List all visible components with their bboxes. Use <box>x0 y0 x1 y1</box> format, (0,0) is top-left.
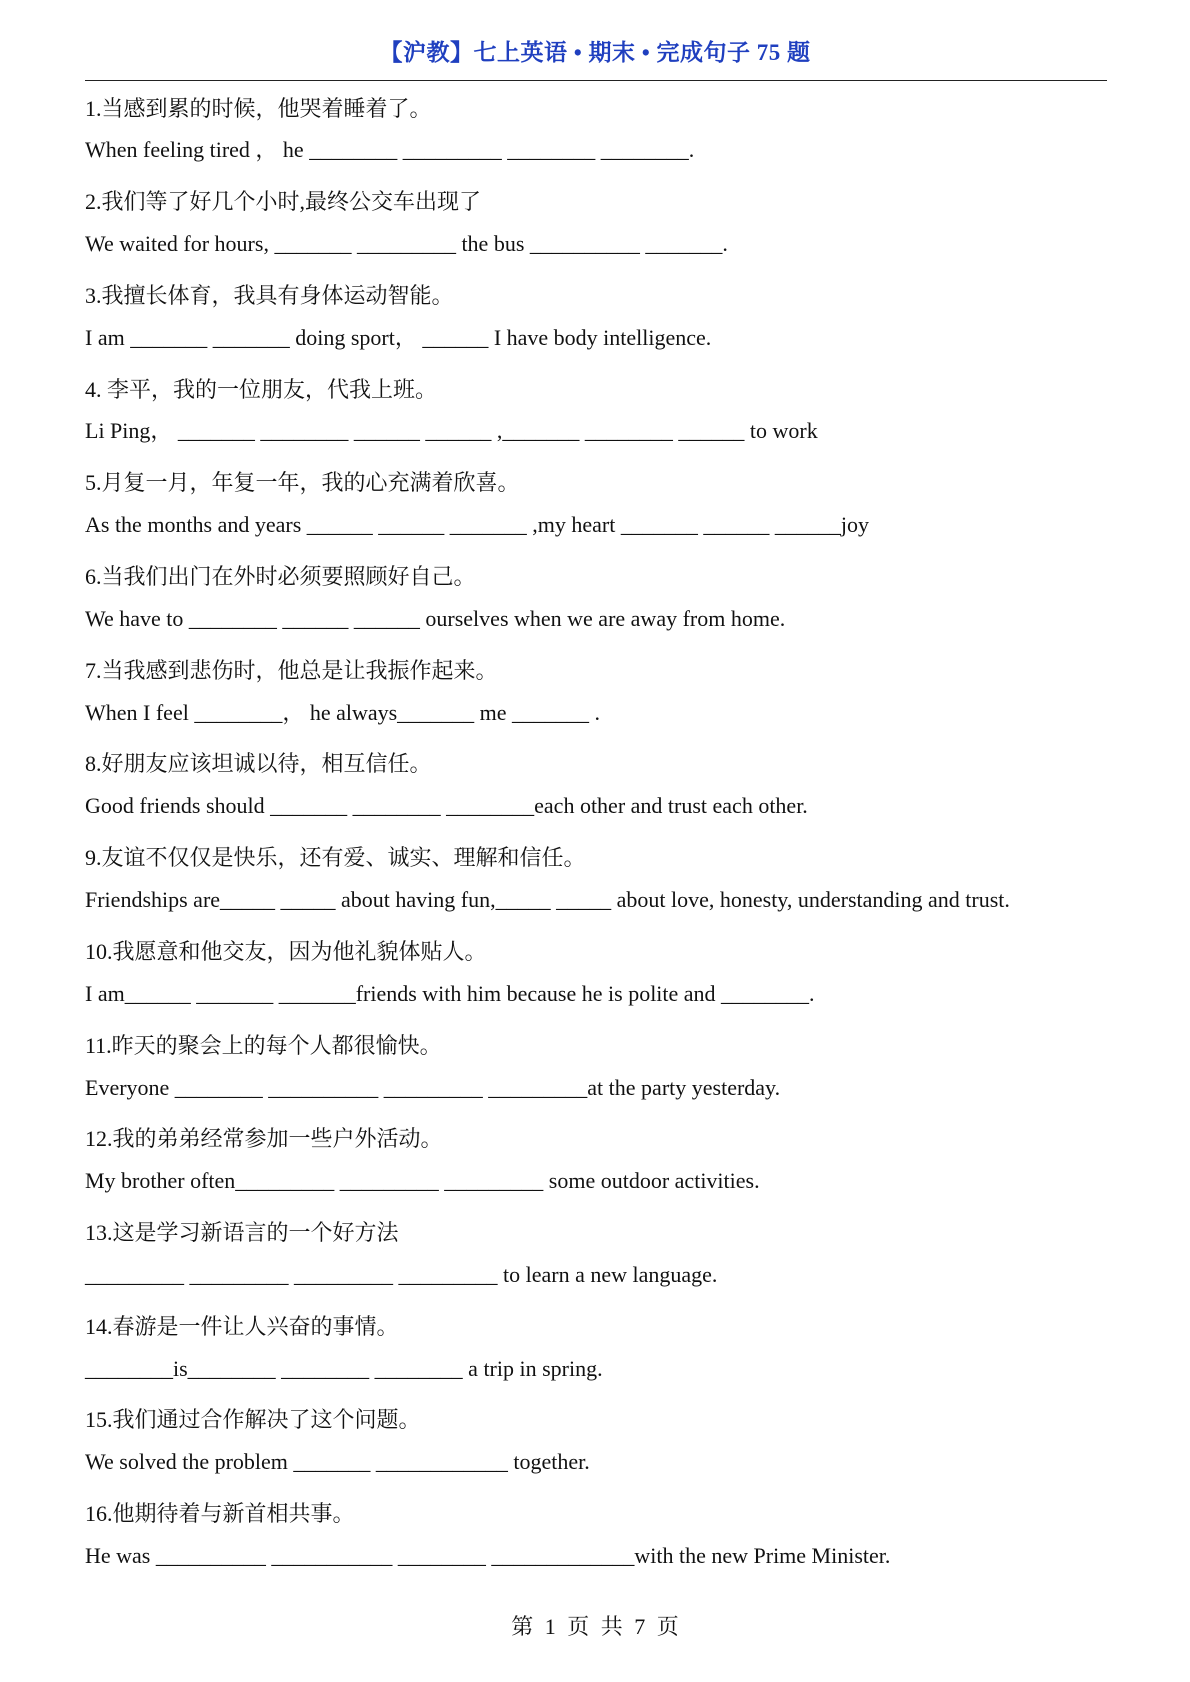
question-10-chinese: 10.我愿意和他交友，因为他礼貌体贴人。 <box>85 939 487 964</box>
question-8-english: Good friends should _______ ________ ________each other and trust each other. <box>85 793 808 818</box>
question-1-english: When feeling tired ， he ________ _________ ________ ________. <box>85 137 695 162</box>
question-2-chinese: 2.我们等了好几个小时,最终公交车出现了 <box>85 189 482 214</box>
question-5-english: As the months and years ______ ______ _______ ,my heart _______ ______ ______joy <box>85 512 869 537</box>
question-4-chinese: 4. 李平，我的一位朋友，代我上班。 <box>85 377 438 402</box>
question-9-english: Friendships are_____ _____ about having fun,_____ _____ about love, honesty, understanding and trust. <box>85 887 1010 912</box>
question-15-chinese: 15.我们通过合作解决了这个问题。 <box>85 1407 421 1432</box>
question-7-english: When I feel ________， he always_______ me _______ . <box>85 700 601 725</box>
question-2-english: We waited for hours, _______ _________ the bus __________ _______. <box>85 231 728 256</box>
question-16-english: He was __________ ___________ ________ _____________with the new Prime Minister. <box>85 1543 891 1568</box>
question-8-chinese: 8.好朋友应该坦诚以待，相互信任。 <box>85 751 432 776</box>
question-13-english: _________ _________ _________ _________ to learn a new language. <box>85 1262 718 1287</box>
question-12-english: My brother often_________ _________ _________ some outdoor activities. <box>85 1168 760 1193</box>
question-9-chinese: 9.友谊不仅仅是快乐，还有爱、诚实、理解和信任。 <box>85 845 586 870</box>
question-3-chinese: 3.我擅长体育，我具有身体运动智能。 <box>85 283 454 308</box>
question-14-chinese: 14.春游是一件让人兴奋的事情。 <box>85 1314 399 1339</box>
question-14-english: ________is________ ________ ________ a trip in spring. <box>85 1356 603 1381</box>
question-13-chinese: 13.这是学习新语言的一个好方法 <box>85 1220 399 1245</box>
question-16-chinese: 16.他期待着与新首相共事。 <box>85 1501 355 1526</box>
question-12-chinese: 12.我的弟弟经常参加一些户外活动。 <box>85 1126 443 1151</box>
question-5-chinese: 5.月复一月，年复一年，我的心充满着欣喜。 <box>85 470 520 495</box>
question-1-chinese: 1.当感到累的时候，他哭着睡着了。 <box>85 96 432 121</box>
header-divider <box>85 80 1107 81</box>
question-10-english: I am______ _______ _______friends with him because he is polite and ________. <box>85 981 815 1006</box>
question-11-chinese: 11.昨天的聚会上的每个人都很愉快。 <box>85 1033 442 1058</box>
question-4-english: Li Ping， _______ ________ ______ ______ ,_______ ________ ______ to work <box>85 418 818 443</box>
page-header-title: 【沪教】七上英语 • 期末 • 完成句子 75 题 <box>379 40 811 65</box>
page-footer-number: 第 1 页 共 7 页 <box>511 1614 679 1639</box>
question-11-english: Everyone ________ __________ _________ _________at the party yesterday. <box>85 1075 781 1100</box>
question-7-chinese: 7.当我感到悲伤时，他总是让我振作起来。 <box>85 658 498 683</box>
question-15-english: We solved the problem _______ ____________ together. <box>85 1449 590 1474</box>
question-3-english: I am _______ _______ doing sport， ______ I have body intelligence. <box>85 325 712 350</box>
question-6-english: We have to ________ ______ ______ ourselves when we are away from home. <box>85 606 786 631</box>
question-6-chinese: 6.当我们出门在外时必须要照顾好自己。 <box>85 564 476 589</box>
